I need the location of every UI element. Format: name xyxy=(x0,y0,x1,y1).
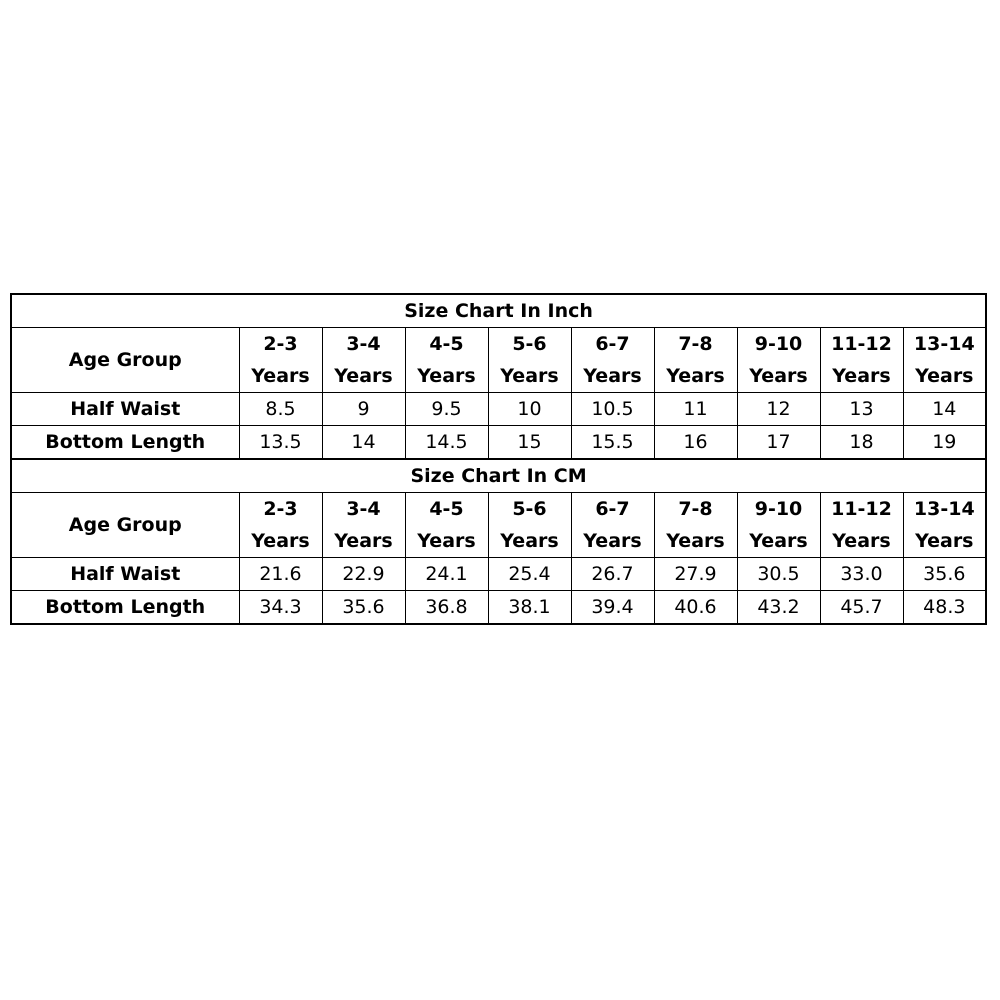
age-unit: Years xyxy=(915,530,974,552)
table-cell: 25.4 xyxy=(488,558,571,591)
table-cell: 34.3 xyxy=(239,591,322,625)
age-range: 3-4 xyxy=(346,333,381,355)
row-label: Bottom Length xyxy=(11,426,239,460)
table-row xyxy=(11,558,986,591)
age-range: 7-8 xyxy=(678,333,713,355)
table-title: Size Chart In CM xyxy=(11,459,986,493)
table-cell: 48.3 xyxy=(903,591,986,625)
age-group-header xyxy=(405,493,488,558)
age-unit: Years xyxy=(251,530,310,552)
age-group-header xyxy=(737,493,820,558)
table-title-row xyxy=(11,459,986,493)
age-unit: Years xyxy=(500,365,559,387)
age-range: 7-8 xyxy=(678,498,713,520)
age-range: 6-7 xyxy=(595,498,630,520)
table-cell: 39.4 xyxy=(571,591,654,625)
age-group-label: Age Group xyxy=(11,493,239,558)
age-range: 4-5 xyxy=(429,333,464,355)
age-unit: Years xyxy=(832,530,891,552)
table-row xyxy=(11,591,986,625)
table-cell: 8.5 xyxy=(239,393,322,426)
table-cell: 26.7 xyxy=(571,558,654,591)
table-cell: 36.8 xyxy=(405,591,488,625)
table-cell: 35.6 xyxy=(903,558,986,591)
table-cell: 22.9 xyxy=(322,558,405,591)
row-label: Half Waist xyxy=(11,558,239,591)
age-unit: Years xyxy=(251,365,310,387)
table-cell: 21.6 xyxy=(239,558,322,591)
table-title-row xyxy=(11,294,986,328)
table-cell: 9 xyxy=(322,393,405,426)
age-group-row xyxy=(11,328,986,393)
table-cell: 14 xyxy=(903,393,986,426)
age-group-header xyxy=(903,493,986,558)
table-row xyxy=(11,393,986,426)
age-range: 2-3 xyxy=(263,498,298,520)
table-cell: 24.1 xyxy=(405,558,488,591)
age-group-label: Age Group xyxy=(11,328,239,393)
age-group-header xyxy=(903,328,986,393)
age-unit: Years xyxy=(500,530,559,552)
table-cell: 40.6 xyxy=(654,591,737,625)
age-range: 2-3 xyxy=(263,333,298,355)
table-cell: 43.2 xyxy=(737,591,820,625)
age-group-header xyxy=(737,328,820,393)
age-range: 6-7 xyxy=(595,333,630,355)
age-group-header xyxy=(322,493,405,558)
age-unit: Years xyxy=(915,365,974,387)
age-unit: Years xyxy=(749,530,808,552)
age-range: 4-5 xyxy=(429,498,464,520)
table-row xyxy=(11,426,986,460)
size-chart xyxy=(10,293,986,625)
table-cell: 9.5 xyxy=(405,393,488,426)
age-range: 13-14 xyxy=(913,498,975,520)
age-unit: Years xyxy=(749,365,808,387)
table-cell: 14 xyxy=(322,426,405,460)
age-unit: Years xyxy=(417,365,476,387)
table-cell: 17 xyxy=(737,426,820,460)
table-cell: 16 xyxy=(654,426,737,460)
table-cell: 45.7 xyxy=(820,591,903,625)
age-range: 5-6 xyxy=(512,333,547,355)
table-cell: 11 xyxy=(654,393,737,426)
table-title: Size Chart In Inch xyxy=(11,294,986,328)
row-label: Bottom Length xyxy=(11,591,239,625)
age-unit: Years xyxy=(583,530,642,552)
age-group-header xyxy=(820,493,903,558)
table-cell: 30.5 xyxy=(737,558,820,591)
age-unit: Years xyxy=(666,365,725,387)
age-unit: Years xyxy=(832,365,891,387)
row-label: Half Waist xyxy=(11,393,239,426)
age-group-header xyxy=(820,328,903,393)
age-group-header xyxy=(488,328,571,393)
age-group-header xyxy=(488,493,571,558)
table-cell: 18 xyxy=(820,426,903,460)
table-cell: 14.5 xyxy=(405,426,488,460)
age-unit: Years xyxy=(583,365,642,387)
age-unit: Years xyxy=(666,530,725,552)
age-unit: Years xyxy=(334,365,393,387)
age-range: 11-12 xyxy=(831,498,892,520)
table-cell: 10.5 xyxy=(571,393,654,426)
table-cell: 15 xyxy=(488,426,571,460)
table-cell: 12 xyxy=(737,393,820,426)
age-range: 13-14 xyxy=(913,333,975,355)
age-unit: Years xyxy=(334,530,393,552)
age-group-header xyxy=(405,328,488,393)
table-cell: 35.6 xyxy=(322,591,405,625)
age-group-header xyxy=(571,493,654,558)
table-cell: 10 xyxy=(488,393,571,426)
age-range: 9-10 xyxy=(754,333,803,355)
age-unit: Years xyxy=(417,530,476,552)
table-cell: 13.5 xyxy=(239,426,322,460)
age-group-header xyxy=(571,328,654,393)
age-range: 9-10 xyxy=(754,498,803,520)
age-group-row xyxy=(11,493,986,558)
age-group-header xyxy=(239,328,322,393)
age-group-header xyxy=(654,328,737,393)
age-range: 11-12 xyxy=(831,333,892,355)
age-group-header xyxy=(654,493,737,558)
table-cell: 38.1 xyxy=(488,591,571,625)
table-cell: 27.9 xyxy=(654,558,737,591)
age-group-header xyxy=(239,493,322,558)
table-cell: 15.5 xyxy=(571,426,654,460)
table-cell: 13 xyxy=(820,393,903,426)
age-group-header xyxy=(322,328,405,393)
age-range: 3-4 xyxy=(346,498,381,520)
table-cell: 33.0 xyxy=(820,558,903,591)
table-cell: 19 xyxy=(903,426,986,460)
age-range: 5-6 xyxy=(512,498,547,520)
size-chart-table xyxy=(10,293,987,625)
